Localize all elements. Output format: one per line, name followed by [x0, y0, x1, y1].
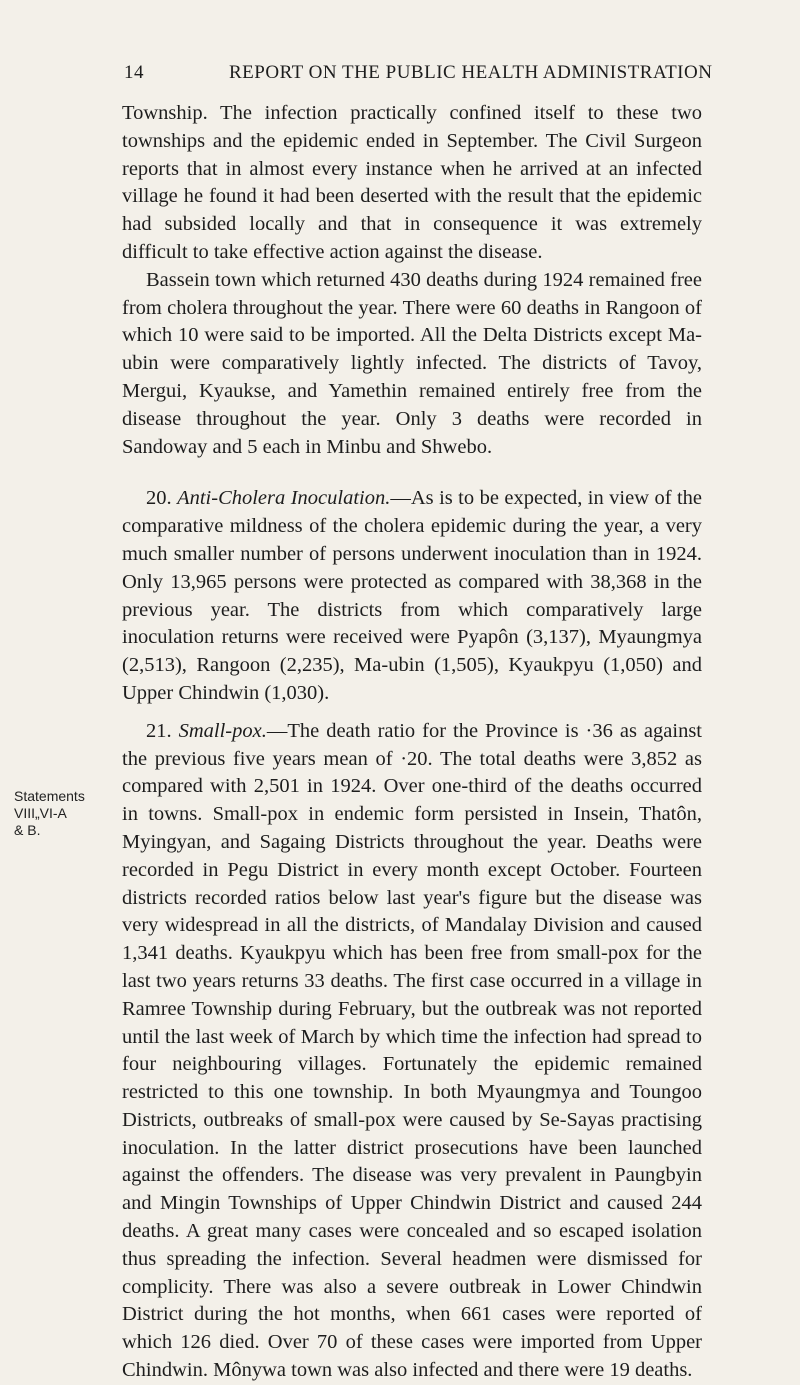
running-title: REPORT ON THE PUBLIC HEALTH ADMINISTRATION [229, 62, 713, 83]
running-header [124, 62, 713, 88]
body-text [122, 100, 702, 1385]
section-20-text: —As is to be expected, in view of the comparative mildness of the cholera epidemic during the year, a very much smaller number of persons underwent inoculation than in 1924. Only 13,965 persons were protected as compared with 38,368 in the previous year. The districts from which comparatively large inoculation returns were received were Pyapôn (3,137), Myaungmya (2,513), Rangoon (2,235), Ma-ubin (1,505), Kyaukpyu (1,050) and Upper Chindwin (1,030). [122, 487, 703, 704]
paragraph-continuation: Township. The infection practically confined itself to these two townships and the epidemic ended in September. The Civil Surgeon reports that in almost every instance when he arrived at an infected village he found it had been deserted with the result that the epidemic had subsided locally and that in consequence it was extremely difficult to take effective action against the disease. [122, 102, 702, 263]
margin-note-line-1: Statements [14, 788, 85, 804]
margin-note-line-2: VIII„VI-A [14, 805, 67, 821]
section-21-heading: Small-pox. [178, 719, 267, 742]
section-21 [122, 718, 702, 1385]
margin-note-line-3: & B. [14, 822, 41, 838]
section-20 [122, 485, 702, 707]
section-21-number: 21. [146, 719, 172, 742]
margin-note [14, 788, 104, 839]
page-number: 14 [124, 62, 144, 83]
section-20-heading: Anti-Cholera Inoculation. [177, 487, 391, 510]
section-20-number: 20. [146, 487, 172, 510]
paragraph-bassein: Bassein town which returned 430 deaths during 1924 remained free from cholera throughout the year. There were 60 deaths in Rangoon of which 10 were said to be imported. All the Delta Districts except Ma-ubin were comparatively lightly infected. The districts of Tavoy, Mergui, Kyaukse, and Yamethin remained entirely free from the disease throughout the year. Only 3 deaths were recorded in Sandoway and 5 each in Minbu and Shwebo. [122, 268, 702, 458]
section-21-text: —The death ratio for the Province is ·36 as against the previous five years mean of ·20. The total deaths were 3,852 as compared with 2,501 in 1924. Over one-third of the deaths occurred in towns. Small-pox in endemic form persisted in Insein, Thatôn, Myingyan, and Sagaing Districts throughout the year. Deaths were recorded in Pegu District in every month except October. Fourteen districts recorded ratios below last year's figure but the disease was very widespread in all the districts, of Mandalay Division and caused 1,341 deaths. Kyaukpyu which has been free from small-pox for the last two years returns 33 deaths. The first case occurred in a village in Ramree Township during February, but the outbreak was not reported until the last week of March by which time the infection had spread to four neighbouring villages. Fortunately the epidemic remained restricted to this one township. In both Myaungmya and Toungoo Districts, outbreaks of small-pox were caused by Se-Sayas practising inoculation. In the latter district prosecutions have been launched against the offenders. The disease was very prevalent in Paungbyin and Mingin Townships of Upper Chindwin District and caused 244 deaths. A great many cases were concealed and so escaped isolation thus spreading the infection. Several headmen were dismissed for complicity. There was also a severe outbreak in Lower Chindwin District during the hot months, when 661 cases were reported of which 126 died. Over 70 of these cases were imported from Upper Chindwin. Mônywa town was also infected and there were 19 deaths. [122, 719, 702, 1382]
